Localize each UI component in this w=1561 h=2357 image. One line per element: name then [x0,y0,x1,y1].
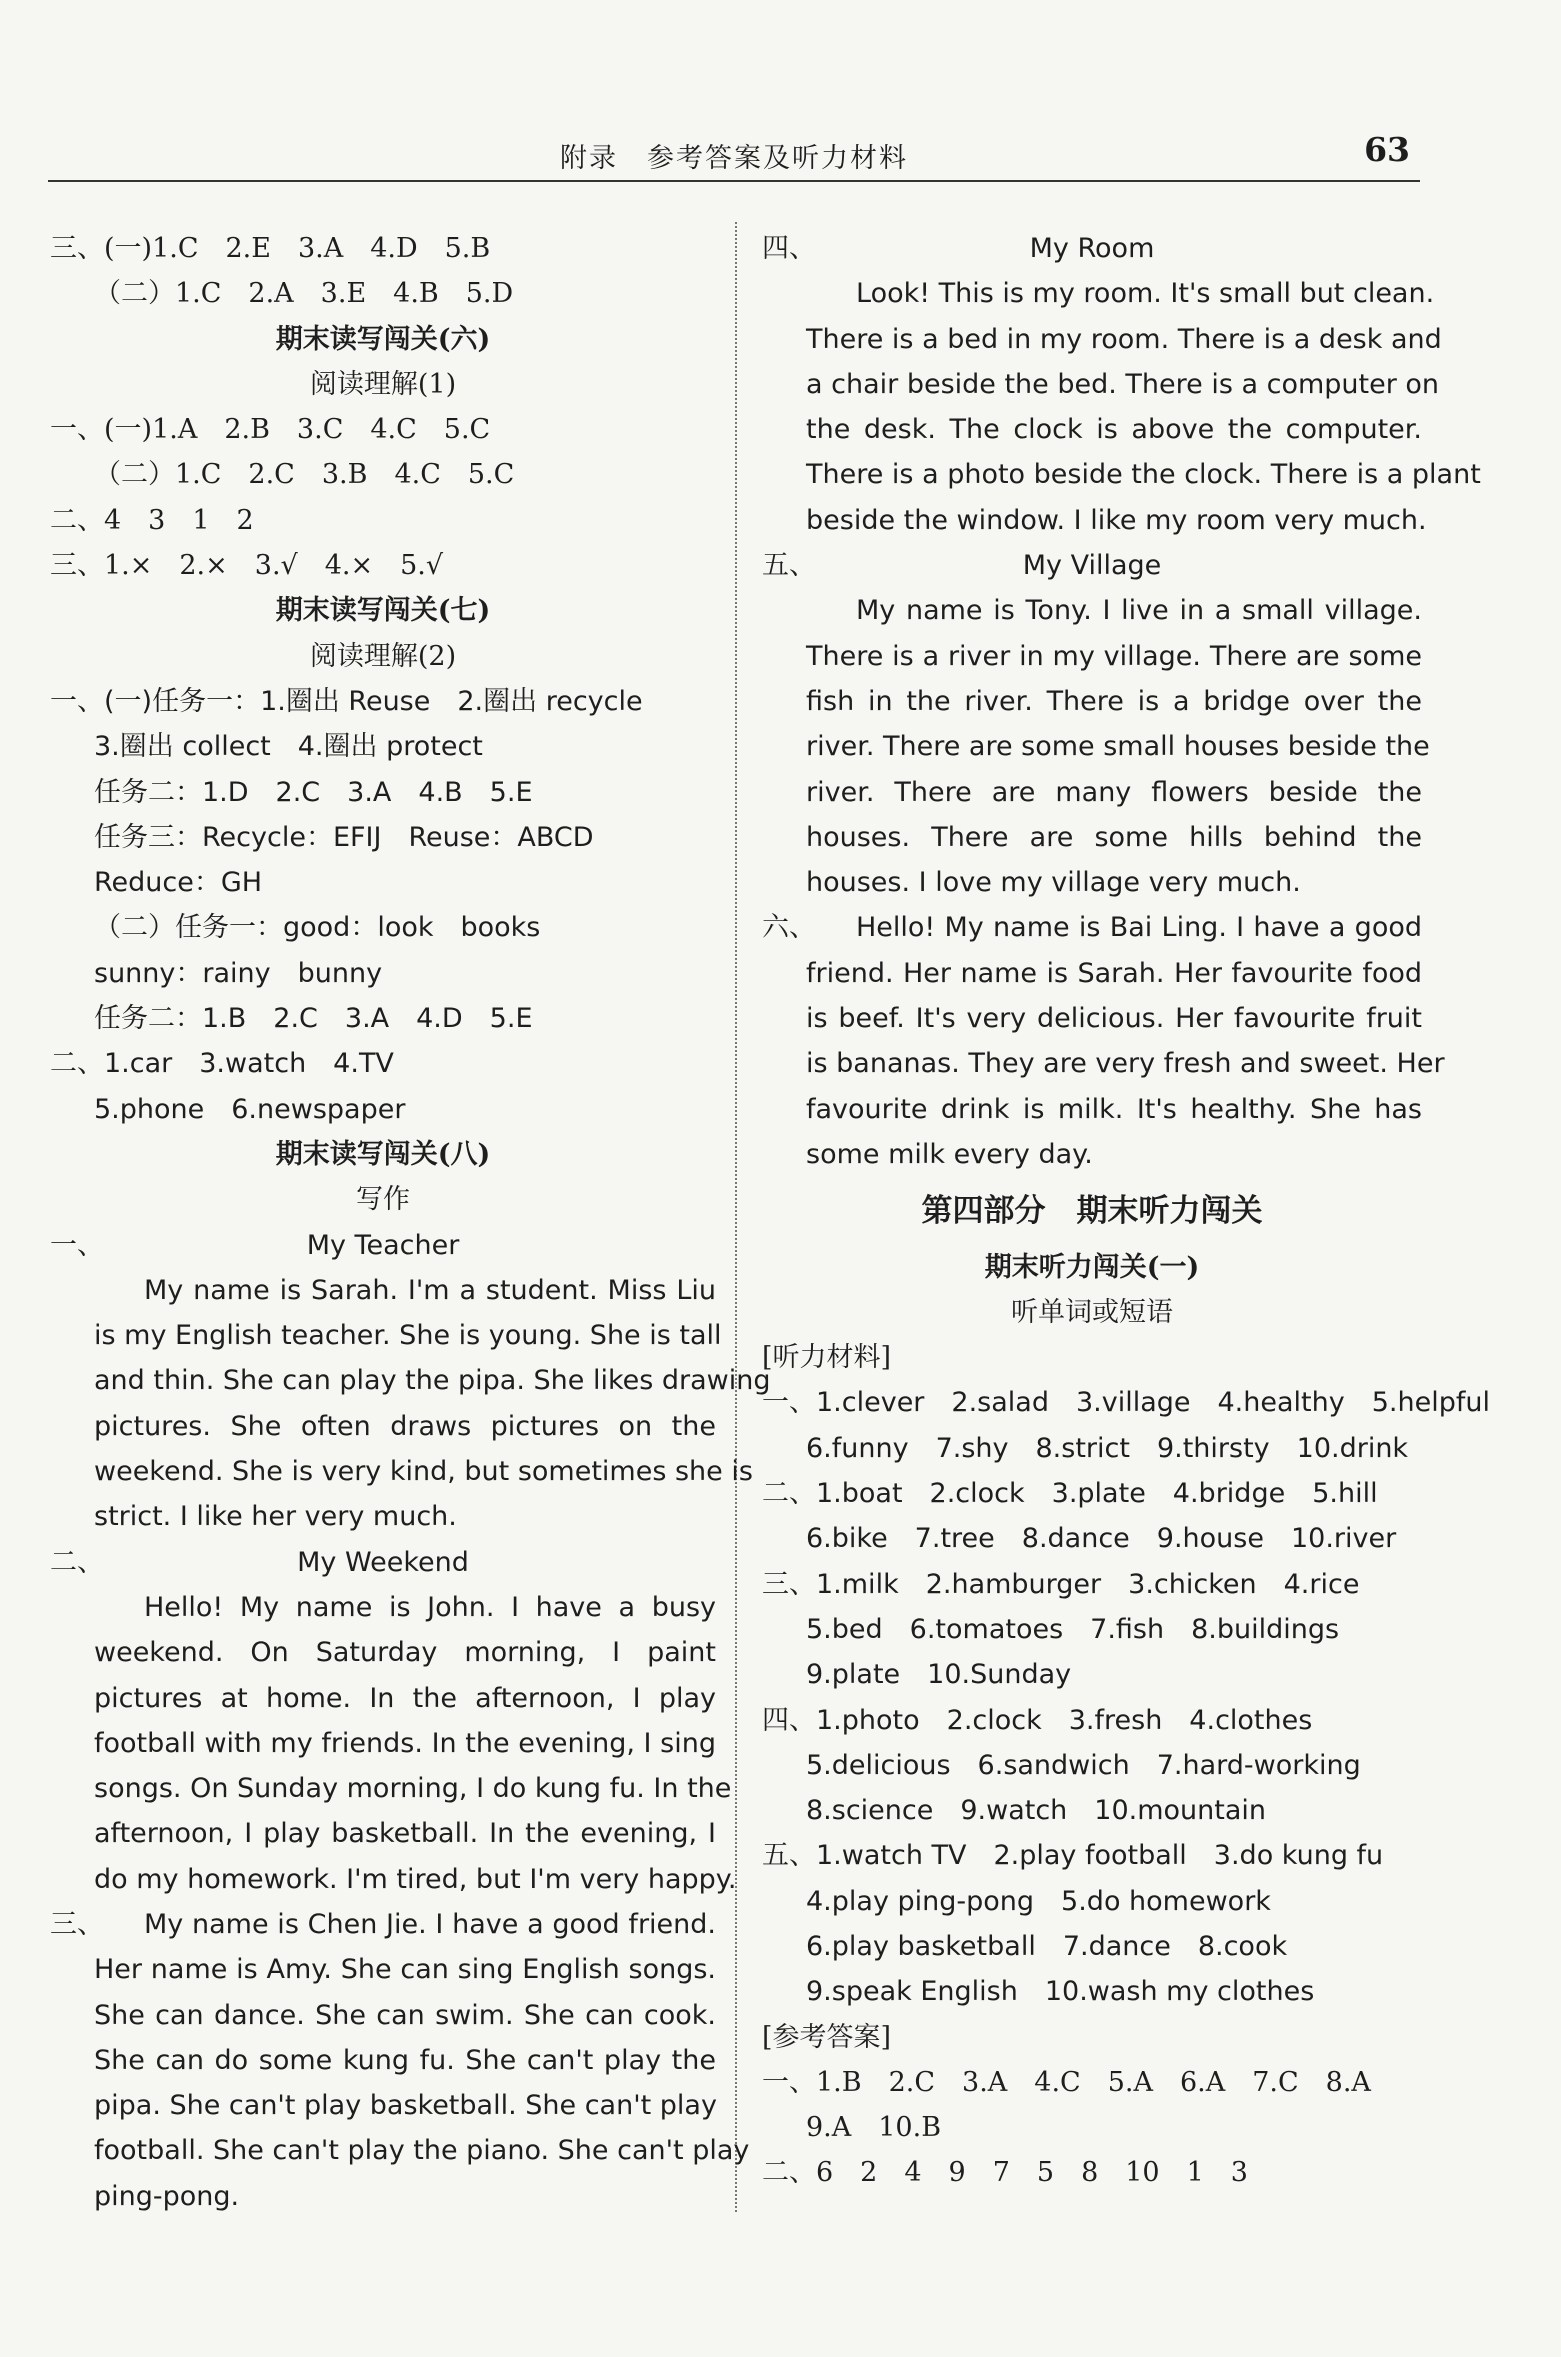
right-line [762,1087,1422,1132]
line-text: friend. Her name is Sarah. Her favourite food [806,957,1422,989]
right-line [762,1132,1422,1177]
right-line [762,1698,1422,1743]
right-line [762,588,1422,633]
left-line [50,1223,716,1268]
line-text: 6.funny 7.shy 8.strict 9.thirsty 10.drink [806,1432,1409,1464]
left-line [50,770,716,815]
right-line [762,860,1422,905]
left-line [50,362,716,407]
right-line [762,1833,1422,1878]
line-text: 4.play ping-pong 5.do homework [806,1885,1271,1917]
line-text: There is a bed in my room. There is a desk and [806,323,1442,355]
line-text: My Room [1029,233,1155,264]
line-text: favourite drink is milk. It's healthy. She has [806,1093,1422,1125]
right-line [762,362,1440,407]
line-text: 5.delicious 6.sandwich 7.hard-working [806,1749,1361,1781]
left-line [50,1494,716,1539]
page-header [48,130,1420,182]
right-line [762,498,1427,543]
line-text: pipa. She can't play basketball. She can't play [94,2090,717,2122]
line-text: and thin. She can play the pipa. She likes drawing [94,1365,771,1397]
line-text: ping-pong. [94,2180,240,2212]
line-text: 一、(一)任务一：1.圈出 Reuse 2.圈出 recycle [50,685,643,717]
left-line [50,2083,716,2128]
left-line [50,498,716,543]
right-line [762,1189,1422,1234]
line-text: 二、1.car 3.watch 4.TV [50,1048,394,1080]
line-text: 任务三：Recycle：EFIJ Reuse：ABCD [94,821,594,853]
line-text: 二、6 2 4 9 7 5 8 10 1 3 [762,2157,1248,2189]
right-line [762,1335,1422,1380]
left-line [50,1041,716,1086]
line-text: Her name is Amy. She can sing English songs. [94,1954,716,1986]
line-text: is bananas. They are very fresh and sweet. Her [806,1048,1445,1080]
right-line [762,1788,1422,1833]
left-line [50,815,716,860]
line-text: river. There are some small houses beside the [806,731,1430,763]
line-text: 三、1.× 2.× 3.√ 4.× 5.√ [50,550,444,582]
line-text: fish in the river. There is a bridge over the [806,685,1422,717]
line-text: My name is Chen Jie. I have a good friend. [144,1908,716,1940]
section-number: 五、 [762,550,816,582]
line-text: the desk. The clock is above the computer. [806,414,1422,446]
right-line [762,226,1422,271]
section-number: 三、 [50,1908,104,1940]
right-line [762,1562,1422,1607]
left-line [50,1404,716,1449]
left-line [50,679,716,724]
right-line [762,1607,1422,1652]
line-text: My Weekend [297,1546,469,1578]
line-text: 3.圈出 collect 4.圈出 protect [94,731,483,763]
line-text: houses. There are some hills behind the [806,821,1422,853]
right-line [762,452,1481,497]
right-line [762,407,1422,452]
right-line [762,951,1422,996]
left-line [50,724,716,769]
left-line [50,1902,716,1947]
line-text: Look! This is my room. It's small but clean. [856,278,1435,310]
left-line [50,1585,716,1630]
line-text: Hello! My name is Bai Ling. I have a good [856,912,1422,944]
line-text: songs. On Sunday morning, I do kung fu. In the [94,1773,732,1805]
line-text: 任务二：1.B 2.C 3.A 4.D 5.E [94,1003,533,1035]
right-line [762,2015,1422,2060]
right-line [762,1290,1422,1335]
line-text: 期末读写闯关(六) [275,323,491,355]
right-line [762,1743,1422,1788]
line-text: strict. I like her very much. [94,1501,457,1533]
right-line [762,1426,1422,1471]
left-line [50,1676,716,1721]
line-text: [参考答案] [762,2021,892,2053]
line-text: There is a river in my village. There are some [806,640,1422,672]
section-number: 六、 [762,912,816,944]
right-line [762,996,1422,1041]
line-text: 阅读理解(2) [309,640,457,672]
line-text: weekend. On Saturday morning, I paint [94,1637,716,1669]
left-line [50,1177,716,1222]
line-text: 6.bike 7.tree 8.dance 9.house 10.river [806,1523,1397,1555]
right-line [762,724,1430,769]
line-text: 写作 [356,1184,410,1216]
line-text: 任务二：1.D 2.C 3.A 4.B 5.E [94,776,533,808]
line-text: There is a photo beside the clock. There is a plant [806,459,1481,491]
line-text: 听单词或短语 [1011,1296,1173,1328]
left-line [50,1358,771,1403]
section-number: 四、 [762,233,816,264]
line-text: My Teacher [306,1229,460,1261]
line-text: afternoon, I play basketball. In the evening, I [94,1818,716,1850]
left-line [50,996,716,1041]
line-text: football. She can't play the piano. She can't play [94,2135,750,2167]
line-text: weekend. She is very kind, but sometimes she is [94,1456,753,1488]
left-line [50,452,716,497]
right-line [762,1471,1422,1516]
line-text: pictures. She often draws pictures on the [94,1410,716,1442]
right-line [762,1652,1422,1697]
right-line [762,2150,1422,2195]
left-line [50,1721,716,1766]
right-line [762,1041,1445,1086]
left-line [50,2128,750,2173]
section-number: 一、 [50,1229,104,1261]
left-line [50,226,716,271]
left-line [50,1540,716,1585]
line-text: 9.plate 10.Sunday [806,1659,1072,1691]
right-column [762,226,1490,2196]
left-line [50,2038,716,2083]
left-line [50,1766,732,1811]
line-text: （二）任务一：good：look books [94,912,541,944]
line-text: （二）1.C 2.A 3.E 4.B 5.D [94,278,514,310]
line-text: houses. I love my village very much. [806,867,1301,899]
line-text: Reduce：GH [94,867,263,899]
left-line [50,951,716,996]
left-line [50,860,716,905]
right-line [762,2105,1422,2150]
line-text: 期末读写闯关(八) [275,1138,491,1170]
left-line [50,1132,716,1177]
line-text: sunny：rainy bunny [94,957,383,989]
line-text: football with my friends. In the evening, I sing [94,1727,716,1759]
line-text: My name is Tony. I live in a small village. [856,595,1422,627]
line-text: 二、4 3 1 2 [50,504,254,536]
right-line [762,1924,1422,1969]
right-line [762,1969,1422,2014]
right-line [762,1516,1422,1561]
left-line [50,1947,716,1992]
line-text: （二）1.C 2.C 3.B 4.C 5.C [94,459,515,491]
line-text: 9.A 10.B [806,2112,942,2144]
right-line [762,271,1435,316]
left-line [50,317,716,362]
line-text: 三、1.milk 2.hamburger 3.chicken 4.rice [762,1568,1360,1600]
left-line [50,1313,722,1358]
line-text: Hello! My name is John. I have a busy [144,1591,716,1623]
line-text: 9.speak English 10.wash my clothes [806,1976,1315,2008]
line-text: 一、1.clever 2.salad 3.village 4.healthy 5.helpful [762,1387,1490,1419]
line-text: beside the window. I like my room very much. [806,504,1427,536]
left-line [50,407,716,452]
line-text: [听力材料] [762,1342,892,1374]
left-line [50,588,716,633]
left-line [50,543,716,588]
right-line [762,317,1442,362]
line-text: do my homework. I'm tired, but I'm very happy. [94,1863,737,1895]
right-line [762,679,1422,724]
right-line [762,2060,1422,2105]
left-line [50,2174,716,2219]
line-text: 5.bed 6.tomatoes 7.fish 8.buildings [806,1613,1340,1645]
line-text: She can dance. She can swim. She can cook. [94,1999,716,2031]
line-text: 第四部分 期末听力闯关 [921,1193,1263,1230]
left-line [50,1449,753,1494]
line-text: 二、1.boat 2.clock 3.plate 4.bridge 5.hill [762,1478,1378,1510]
line-text: is beef. It's very delicious. Her favourite fruit [806,1003,1422,1035]
left-line [50,1857,737,1902]
line-text: is my English teacher. She is young. She is tall [94,1320,722,1352]
right-line [762,1380,1490,1425]
right-line [762,634,1422,679]
column-divider [735,222,737,2212]
line-text: 8.science 9.watch 10.mountain [806,1795,1267,1827]
right-line [762,543,1422,588]
line-text: My Village [1022,550,1162,582]
line-text: some milk every day. [806,1138,1093,1170]
section-number: 二、 [50,1546,104,1578]
line-text: 期末听力闯关(一) [984,1251,1200,1283]
line-text: 一、1.B 2.C 3.A 4.C 5.A 6.A 7.C 8.A [762,2066,1371,2098]
line-text: river. There are many flowers beside the [806,776,1422,808]
line-text: 阅读理解(1) [309,368,457,400]
line-text: 三、(一)1.C 2.E 3.A 4.D 5.B [50,233,491,264]
line-text: She can do some kung fu. She can't play the [94,2044,716,2076]
left-line [50,634,716,679]
line-text: 五、1.watch TV 2.play football 3.do kung fu [762,1840,1384,1872]
left-column [50,226,771,2219]
left-line [50,1630,716,1675]
right-line [762,815,1422,860]
left-line [50,1993,716,2038]
right-line [762,905,1422,950]
page-number: 63 [1364,130,1410,169]
right-line [762,1879,1422,1924]
left-line [50,1811,716,1856]
left-line [50,905,716,950]
line-text: pictures at home. In the afternoon, I play [94,1682,716,1714]
right-line [762,1245,1422,1290]
left-line [50,1268,716,1313]
line-text: 6.play basketball 7.dance 8.cook [806,1930,1288,1962]
line-text: 一、(一)1.A 2.B 3.C 4.C 5.C [50,414,491,446]
left-line [50,1087,716,1132]
line-text: 5.phone 6.newspaper [94,1093,406,1125]
right-line [762,770,1422,815]
line-text: 期末读写闯关(七) [275,595,491,627]
line-text: a chair beside the bed. There is a computer on [806,368,1440,400]
line-text: 四、1.photo 2.clock 3.fresh 4.clothes [762,1704,1313,1736]
header-title: 附录 参考答案及听力材料 [560,143,908,174]
left-line [50,271,716,316]
line-text: My name is Sarah. I'm a student. Miss Liu [144,1274,716,1306]
